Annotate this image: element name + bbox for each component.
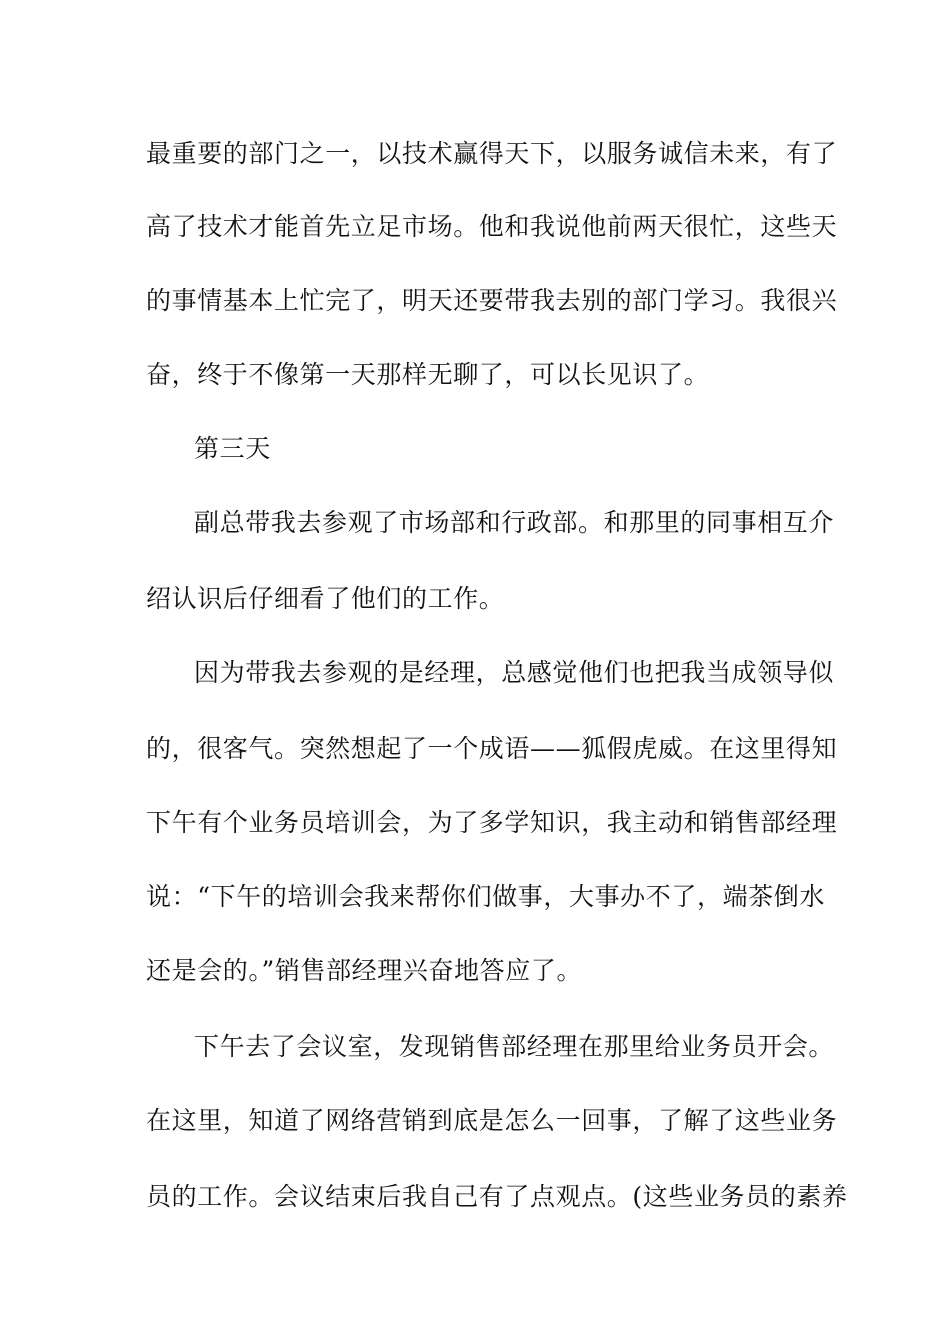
text-line-1: 最重要的部门之一，以技术赢得天下，以服务诚信未来，有了 — [146, 139, 838, 168]
text-line-9: 的，很客气。突然想起了一个成语——狐假虎威。在这里得知 — [146, 734, 838, 763]
text-line-13: 下午去了会议室，发现销售部经理在那里给业务员开会。 — [194, 1032, 835, 1061]
text-line-4: 奋，终于不像第一天那样无聊了，可以长见识了。 — [146, 360, 710, 389]
text-line-6: 副总带我去参观了市场部和行政部。和那里的同事相互介 — [194, 508, 835, 537]
text-line-14: 在这里，知道了网络营销到底是怎么一回事，了解了这些业务 — [146, 1106, 838, 1135]
text-line-15: 员的工作。会议结束后我自己有了点观点。(这些业务员的素养 — [146, 1182, 848, 1211]
text-line-7: 绍认识后仔细看了他们的工作。 — [146, 584, 505, 613]
text-line-3: 的事情基本上忙完了，明天还要带我去别的部门学习。我很兴 — [146, 286, 838, 315]
text-line-10: 下午有个业务员培训会，为了多学知识，我主动和销售部经理 — [146, 808, 838, 837]
text-line-11: 说：“下午的培训会我来帮你们做事，大事办不了，端茶倒水 — [146, 882, 825, 911]
text-line-8: 因为带我去参观的是经理，总感觉他们也把我当成领导似 — [194, 658, 835, 687]
text-line-2: 高了技术才能首先立足市场。他和我说他前两天很忙，这些天 — [146, 212, 838, 241]
section-heading: 第三天 — [194, 434, 271, 463]
text-line-12: 还是会的。”销售部经理兴奋地答应了。 — [146, 956, 583, 985]
